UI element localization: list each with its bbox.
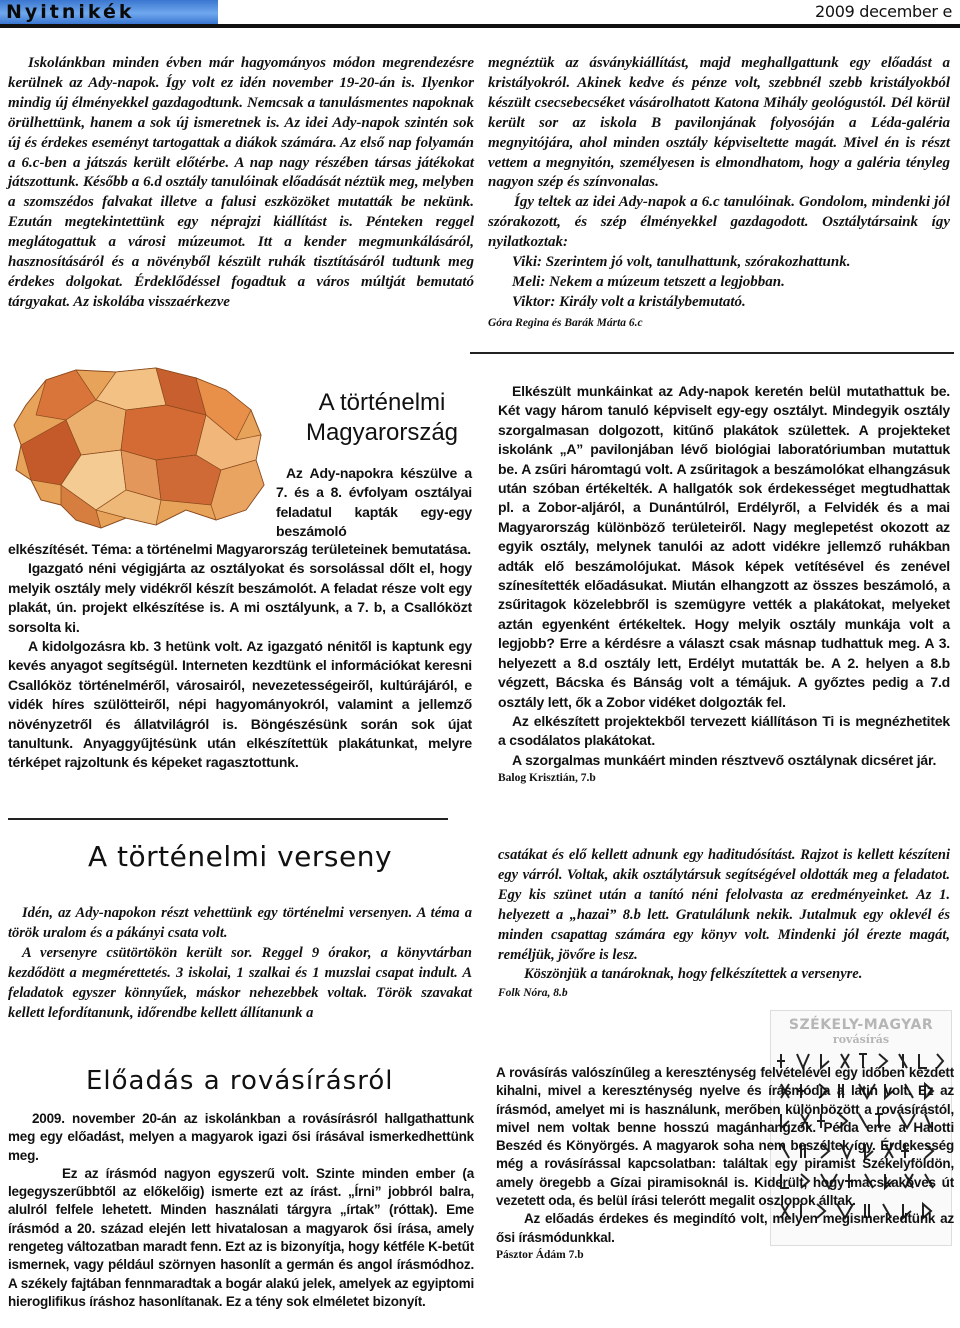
article2-paragraph: Elkészült munkáinkat az Ady-napok keretén belül mutathattuk be. Két vagy három tanuló képviselt egy-egy osztályt. Mindegyik osztály szorgalmasan dolgozott, kitűnő plakátok születtek. A projekteket iskolánk „A” pavilonjában lévő biológiai laboratóriumban mutattuk be. A zsűri háromtagú volt. A zsűritagok a beszámolókat elhangzásuk után szóban értékelték. A hallgatók sok érdekességet megtudhattak pl. a Zobor-aljáról, a Dunántúlról, Erdélyről, a Felvidék és a mai Magyarország különböző területeiről. Nagy meglepetést okozott az egyik osztály, melynek tanulói az adott vidékre jellemző ruhákban adták elő beszámolójukat. Mások képek vetítésével és zenével színesítették előadásukat. Miután elhangzott az összes beszámoló, a zsűritagok közelebbről is szemügyre vették a plakátokat, melyeket aztán egyenként értékeltek. Hogy melyik osztály munkája volt a legjobb? Erre a kérdésre a választ csak másnap tudhattuk meg. A 3. helyezett a 8.d osztály lett, Erdélyt mutatták be. A 2. helyen a 8.b végzett, Bácska és Bánság volt a témájuk. A győztes pedig a 7.d osztály lett, ők a Zobor vidéket dolgozták fel. [498, 383, 950, 710]
article1-right-column [488, 54, 950, 329]
quote-item: Viktor: Király volt a kristálybemutató. [512, 293, 746, 310]
article1-left-text: Iskolánkban minden évben már hagyományos módon megrendezésre kerülnek az Ady-napok. Így volt ez idén november 19-20-án is. Ilyenkor mindig új élményekkel gazdagodtunk. Nemcsak a tanulásmentes napoknak örülhettünk, hanem a sok új ismeretnek is. Az idei Ady-napok szintén sok új és érdekes eseményt tartogattak a diákok számára. Az első nap folyamán a 6.c-ben a játszás került előtérbe. A nap nagy részében társas játékokat játszottunk. Később a 6.d osztály tanulóinak előadását néztük meg, melyben a szomszédos falvakat illetve a falusi eszközöket mutatták be nekünk. Ezután megtekintettünk egy néprajzi kiállítást is. Pénteken reggel meglátogattuk a városi múzeumot. Itt a kender megmunkálásáról, hasznosításáról és a növényből készült ruhák tisztításáról tudtunk meg érdekes dolgokat. Érdeklődéssel fogadtuk a város múltját bemutató tárgyakat. Az iskolába visszaérkezve [8, 55, 474, 310]
header-rule [0, 24, 960, 28]
article3-paragraph: Idén, az Ady-napokon részt vehettünk egy történelmi versenyen. A téma a török uralom és a pákányi csata volt. [8, 905, 472, 941]
article2-paragraph: elkészítését. Téma: a történelmi Magyarország területeinek bemutatása. [8, 541, 471, 557]
article3-title: A történelmi verseny [88, 840, 393, 873]
article1-right-text-2: Így teltek az idei Ady-napok a 6.c tanulóinak. Gondolom, mindenki jól szórakozott, és szép élményekkel gazdagodott. Osztálytársaink így nyilatkoztak: [488, 194, 950, 251]
article4-title: Előadás a rovásírásról [86, 1066, 394, 1096]
article2-signature: Balog Krisztián, 7.b [498, 772, 596, 785]
article3-signature: Folk Nóra, 8.b [498, 987, 568, 1000]
article2-right-column [498, 382, 950, 784]
article4-paragraph: 2009. november 20-án az iskolánkban a rovásírásról hallgathattunk meg egy előadást, melyen a magyarok igazi ősi írásával ismerkedhettünk meg. [8, 1111, 474, 1163]
article1-left-column [8, 54, 474, 313]
issue-date: 2009 december e [814, 2, 952, 21]
article4-left-column [8, 1110, 474, 1311]
article1-signature: Góra Regina és Barák Márta 6.c [488, 316, 643, 329]
article4-paragraph: Ez az írásmód nagyon egyszerű volt. Szinte minden ember (a legegyszerűbbtől az előkelőig) ismerte ezt az írást. „Írni” jobbról balra, alulról felfele lehetett. Minden használati tárgyra „írtak” (róttak). Eme írásmód a 20. század elején lett hivatalosan a magyarok ősi írása, amely rengeteg változatban maradt fenn. Ezt az is bizonyítja, hogy kétféle K-betűt ismernek, vagy például szörnyen hasonlít a germán és angol írásmódhoz. A székely fajtában fennmaradtak a bogár alakú jelek, amelyek az egyiptomi hieroglifikus íráshoz hasonlítanak. Ez a tény sok elméletet bizonyít. [8, 1165, 474, 1309]
quote-item: Meli: Nekem a múzeum tetszett a legjobban. [512, 273, 785, 290]
article2-title-line2: Magyarország [305, 419, 459, 446]
article4-paragraph: A rovásírás valószínűleg a kereszténység felvételével egy időben kezdett kihalni, mivel a kereszténység nyelve és írásmódja a latin volt. Ez az írásmód, amelyet mi is használunk, merőben különbözött a rovásírástól, mivel nem voltak benne hosszú magánhangzók. Példa erre a Halotti Beszéd és Könyörgés. A magyarok soha nem beszéltek így. Érdekesség még a rovásírással kapcsolatban: találtak egy piramist Székelyföldön, amely öregebb a Gízai piramisoknál is. Kiderült, hogy macskaköves út vezetett oda, és belül írási telerótt megalit oszlopok álltak. [496, 1065, 954, 1209]
rovasiras-image-subtitle: rovásírás [832, 1033, 890, 1046]
article3-paragraph: Köszönjük a tanároknak, hogy felkészítettek a versenyre. [524, 966, 863, 983]
article2-paragraph: Az elkészített projektekből tervezett kiállításon Ti is megnézhetitek a csodálatos plakátokat. [498, 712, 950, 749]
article1-right-text-1: megnéztük az ásványkiállítást, majd meghallgattunk egy előadást a kristályokról. Akinek kedve és pénze volt, szebbnél szebb kristályokból készült csecsebecséket vásárolhatott Katona Mihály geológustól. Dél körül került sor az iskola B pavilonjának folyosóján a Léda-galéria megnyitójára, ahol minden osztály képviseltette magát. Mivel én is részt vettem a megnyitón, személyesen is elmondhatom, hogy a galéria tényleg nagyon szép és színvonalas. [488, 55, 950, 191]
historical-hungary-map-image [6, 360, 268, 538]
article2-title-line1: A történelmi [318, 389, 446, 416]
article2-intro-right [276, 464, 472, 542]
article2-intro-text: Az Ady-napokra készülve a 7. és a 8. évfolyam osztályai feladatul kapták egy-egy beszámoló [276, 465, 472, 540]
article3-paragraph: csatákat és elő kellett adnunk egy haditudósítást. Rajzot is kellett készíteni egy várról. Voltak, akik osztálytársuk segítségével oldották meg a feladatot. Egy kis szünet után a tanító néni felolvasta az eredményeinket. Az 1. helyezett a „hazai” 8.b lett. Gratulálunk nekik. Jutalmuk egy oklevél és minden csapattag számára egy könyv volt. Mindenki jól érezte magát, reméljük, jövőre is lesz. [498, 847, 950, 963]
article4-right-column [496, 1064, 954, 1261]
section-divider [8, 818, 448, 820]
rovasiras-image-title: SZÉKELY-MAGYAR [788, 1017, 934, 1033]
article3-paragraph: A versenyre csütörtökön került sor. Reggel 9 órakor, a könyvtárban kezdődött a megmérettetés. 3 iskolai, 1 szalkai és 1 muzslai csapat indult. A feladatok egyszer könnyűek, máskor nehezebbek voltak. Török szavakat kellett lefordítanunk, időrendbe kellett állítanunk a [8, 944, 472, 1021]
newsletter-logo: Nyitnikék [0, 0, 218, 24]
article2-paragraph: A szorgalmas munkáért minden résztvevő osztálynak dicséret jár. [512, 751, 937, 768]
article4-paragraph: Az előadás érdekes és megindító volt, melyen megismerkedtünk az ősi írásmódunkkal. [496, 1211, 954, 1245]
quote-item: Viki: Szerintem jó volt, tanulhattunk, szórakozhattunk. [512, 254, 851, 271]
article3-left-column [8, 904, 472, 1023]
article2-paragraph: Igazgató néni végigjárta az osztályokat és sorsolással dőlt el, hogy melyik osztály mely vidékről készít beszámolót. A feladat része volt egy plakát, ún. projekt elkészítése is. A mi osztályunk, a 7. b, a Csallóközt sorsolta ki. [8, 560, 472, 635]
section-divider [470, 352, 954, 354]
article4-signature: Pásztor Ádám 7.b [496, 1248, 584, 1261]
article2-title-block [282, 388, 482, 448]
article2-paragraph: A kidolgozásra kb. 3 hetünk volt. Az igazgató nénitől is kaptunk egy kevés anyagot segítségül. Interneten kezdtünk el információkat keresni Csallóköz történelméről, városairól, nevezetességeiről, kultúrájáról, e vidék híres szülötteiről, népi hagyományokról, valamint a jellemző növényzetről és állatvilágról is. Böngészésünk során sok újat tanultunk. Anyaggyűjtésünk után elkészítettük plakátunkat, melyre térképet rajzoltunk és képeket ragasztottunk. [8, 638, 472, 771]
article3-right-column [498, 846, 950, 999]
article2-left-column [8, 540, 472, 773]
